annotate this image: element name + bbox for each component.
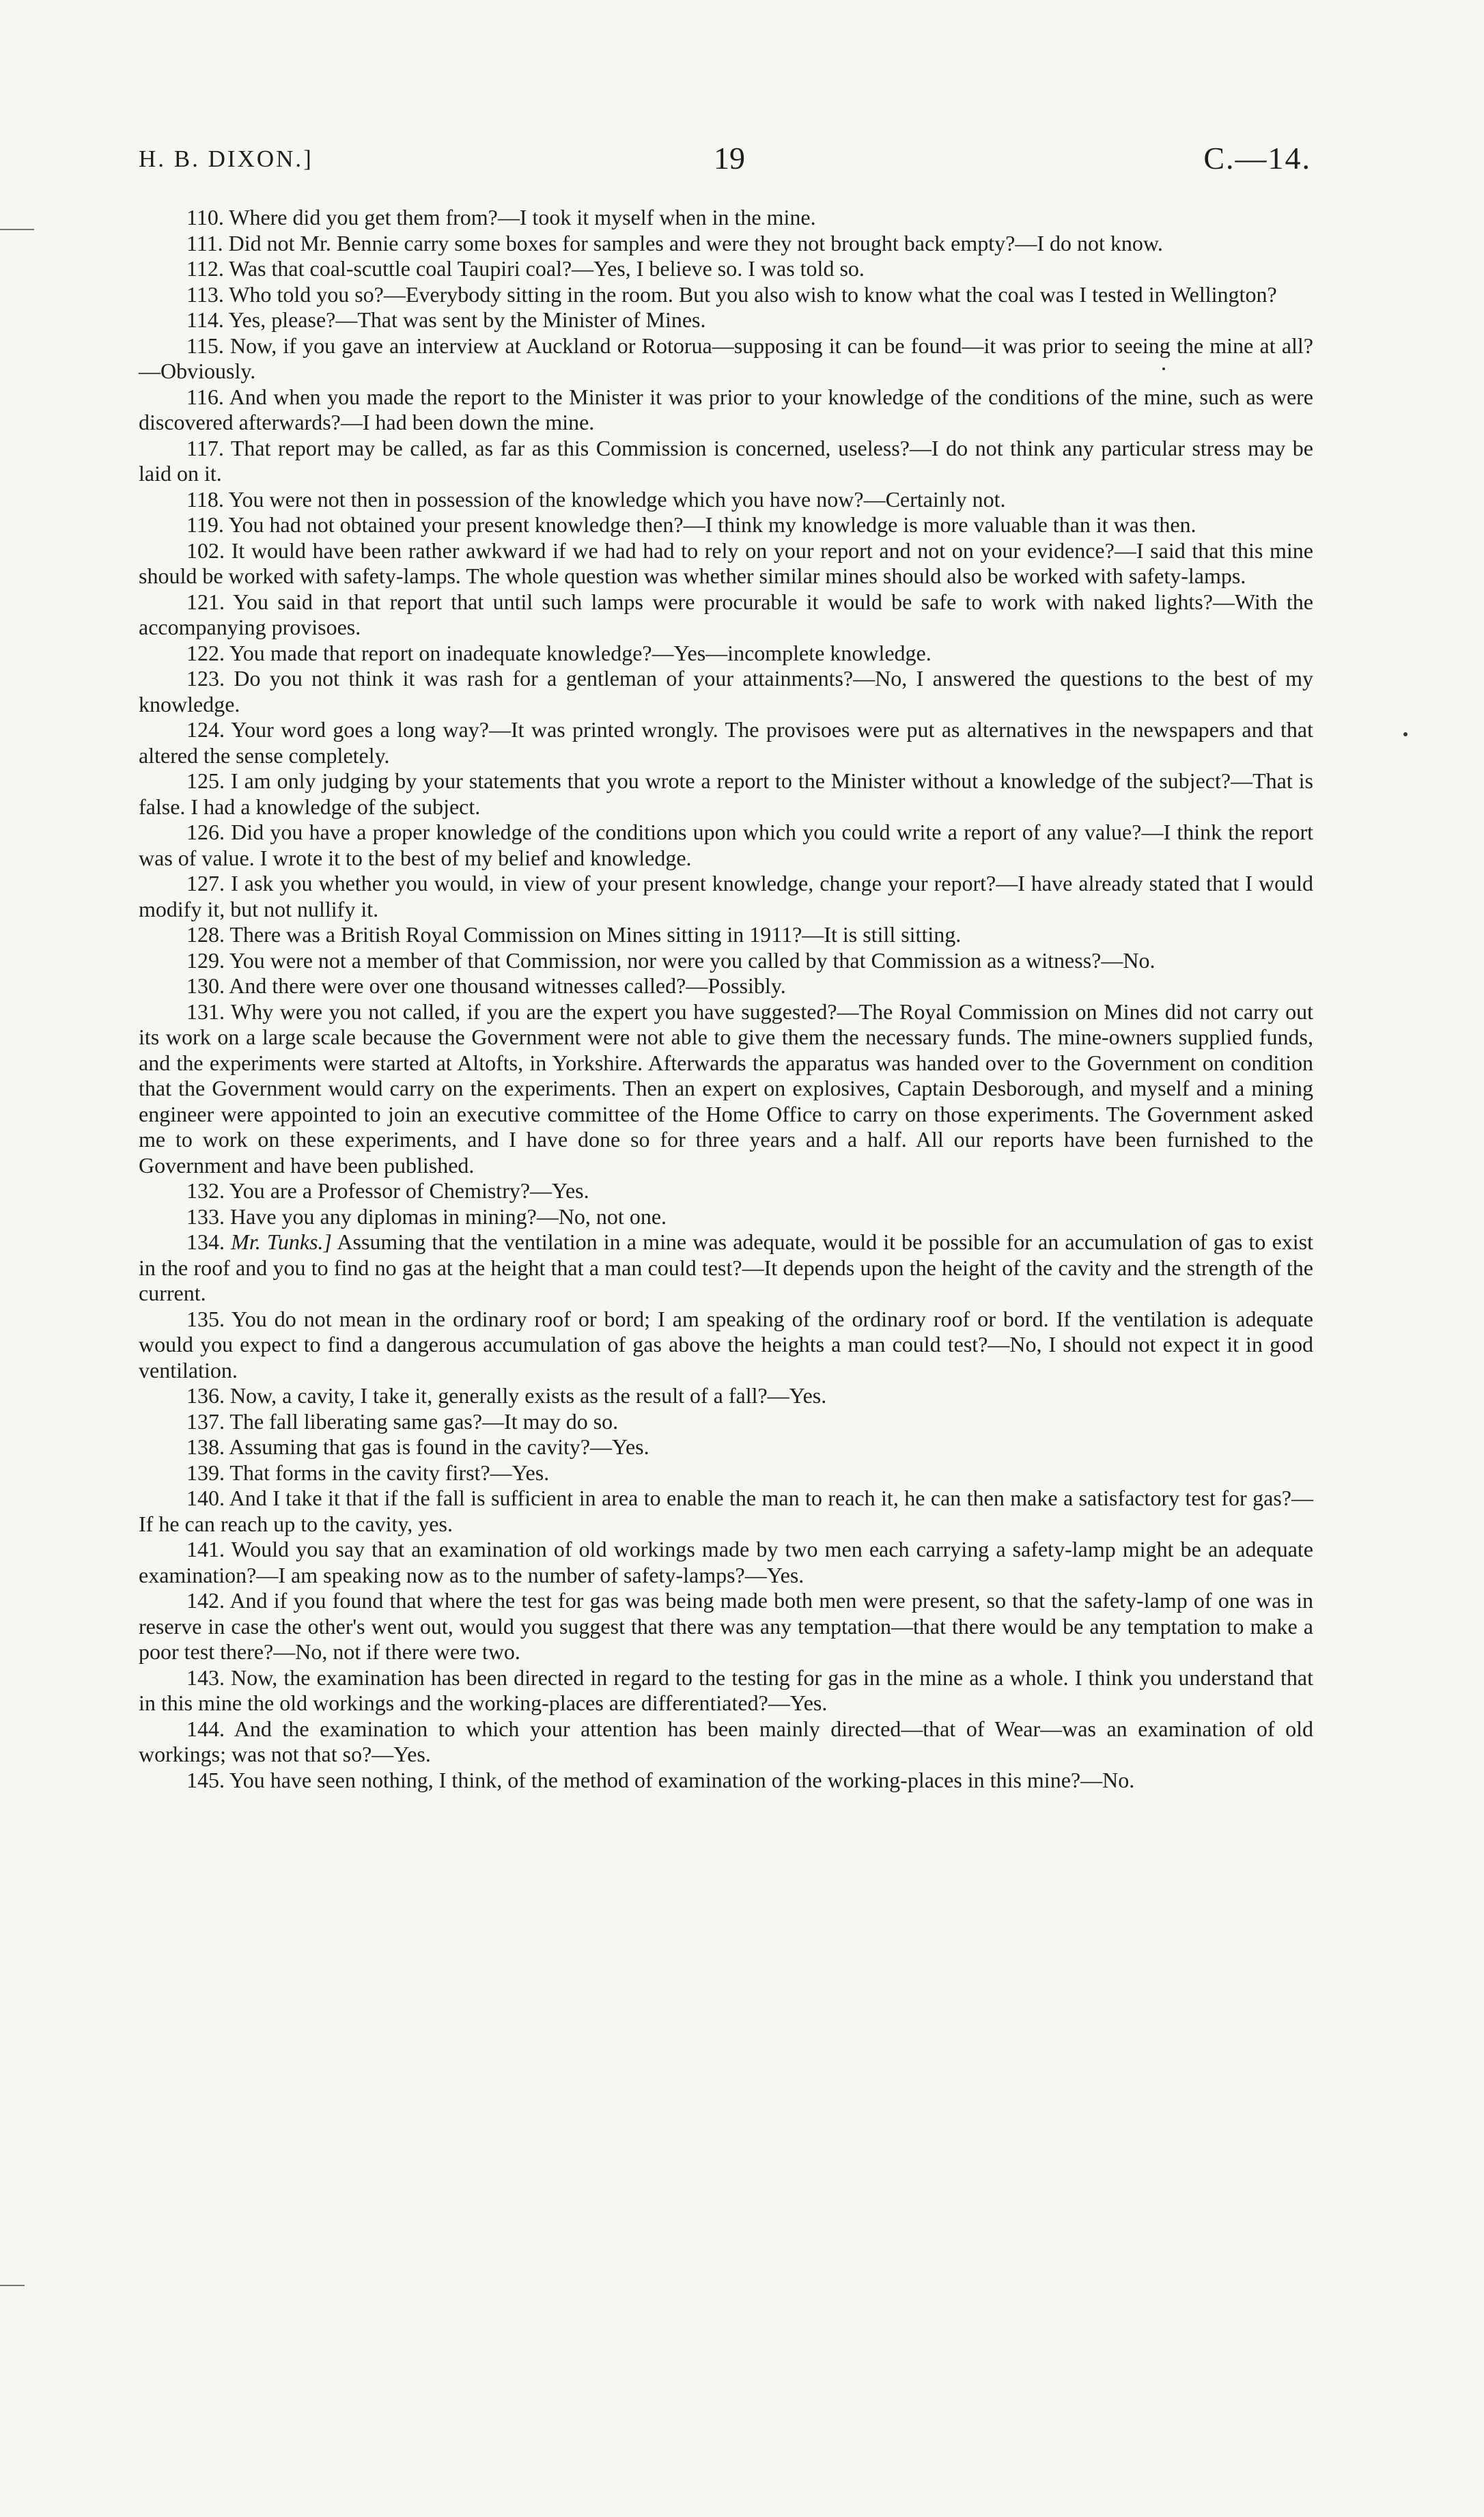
question-entry: 119. You had not obtained your present knowledge then?—I think my knowledge is more valuable than it was then. (186, 512, 1196, 537)
header-author: H. B. DIXON.] (139, 145, 313, 172)
question-entry: 102. It would have been rather awkward if we had had to rely on your report and not on your evidence?—I said that this mine should be worked with safety-lamps. The whole question was whether similar mines should also be worked with safety-lamps. (139, 538, 1314, 588)
question-entry: 140. And I take it that if the fall is sufficient in area to enable the man to reach it, he can then make a satisfactory test for gas?—If he can reach up to the cavity, yes. (139, 1486, 1314, 1536)
question-entry: 124. Your word goes a long way?—It was printed wrongly. The provisoes were put as alternatives in the newspapers and that altered the sense completely. (139, 717, 1314, 768)
question-entry: 142. And if you found that where the test for gas was being made both men were present, so that the safety-lamp of one was in reserve in case the other's went out, would you suggest that there was any temptation—that there would be any temptation to make a poor test there?—No, not if there were two. (139, 1588, 1314, 1664)
question-entry: 130. And there were over one thousand witnesses called?—Possibly. (186, 973, 786, 998)
question-entry: 127. I ask you whether you would, in view of your present knowledge, change your report?—I have already stated that I would modify it, but not nullify it. (139, 871, 1314, 921)
question-entry: 131. Why were you not called, if you are the expert you have suggested?—The Royal Commission on Mines did not carry out its work on a large scale because the Government were not able to give them the necessary funds. The mine-owners supplied funds, and the experiments were started at Altofts, in Yorkshire. Afterwards the apparatus was handed over to the Government on condition that the Government would carry on the experiments. Then an expert on explosives, Captain Desborough, and myself and a mining engineer were appointed to join an executive committee of the Home Office to carry on those experiments. The Government asked me to work on these experiments, and I have done so for three years and a half. All our reports have been furnished to the Government and have been published. (139, 999, 1314, 1178)
question-entry: 143. Now, the examination has been directed in regard to the testing for gas in the mine as a whole. I think you understand that in this mine the old workings and the working-places are differentiated?—Yes. (139, 1665, 1314, 1715)
question-entry: 125. I am only judging by your statements that you wrote a report to the Minister without a knowledge of the subject?—That is false. I had a knowledge of the subject. (139, 768, 1314, 819)
question-entry: 118. You were not then in possession of the knowledge which you have now?—Certainly not. (186, 486, 1006, 512)
question-entry: 132. You are a Professor of Chemistry?—Yes. (186, 1178, 589, 1203)
page-header (0, 140, 1484, 188)
question-entry: 128. There was a British Royal Commission on Mines sitting in 1911?—It is still sitting. (186, 922, 962, 947)
speaker-name: Mr. Tunks.] (231, 1229, 333, 1254)
question-entry: 136. Now, a cavity, I take it, generally exists as the result of a fall?—Yes. (186, 1383, 827, 1408)
question-entry: 122. You made that report on inadequate knowledge?—Yes—incomplete knowledge. (186, 640, 932, 665)
question-entry: 123. Do you not think it was rash for a gentleman of your attainments?—No, I answered the questions to the best of my knowledge. (139, 666, 1314, 717)
question-entry: 141. Would you say that an examination of old workings made by two men each carrying a safety-lamp might be an adequate examination?—I am speaking now as to the number of safety-lamps?—Yes. (139, 1537, 1314, 1587)
margin-mark-left (0, 229, 34, 230)
question-entry: 117. That report may be called, as far as this Commission is concerned, useless?—I do not think any particular stress may be laid on it. (139, 435, 1314, 486)
question-entry: 144. And the examination to which your attention has been mainly directed—that of Wear—was an examination of old workings; was not that so?—Yes. (139, 1716, 1314, 1766)
question-entry: 111. Did not Mr. Bennie carry some boxes for samples and were they not brought back empty?—I do not know. (186, 230, 1163, 255)
question-entry: 113. Who told you so?—Everybody sitting in the room. But you also wish to know what the coal was I tested in Wellington? (186, 281, 1277, 307)
question-entry: 145. You have seen nothing, I think, of the method of examination of the working-places in this mine?—No. (186, 1767, 1135, 1792)
question-entry: 126. Did you have a proper knowledge of the conditions upon which you could write a report of any value?—I think the report was of value. I wrote it to the best of my belief and knowledge. (139, 820, 1314, 870)
question-entry: 112. Was that coal-scuttle coal Taupiri coal?—Yes, I believe so. I was told so. (186, 256, 865, 281)
question-entry: 134. Mr. Tunks.] Assuming that the ventilation in a mine was adequate, would it be possible for an accumulation of gas to exist in the roof and you to find no gas at the height that a man could test?—It depends upon the height of the cavity and the strength of the current. (139, 1229, 1314, 1305)
page-number: 19 (714, 141, 745, 176)
question-entry: 121. You said in that report that until such lamps were procurable it would be safe to work with naked lights?—With the accompanying provisoes. (139, 589, 1314, 639)
question-entry: 135. You do not mean in the ordinary roof or bord; I am speaking of the ordinary roof or bord. If the ventilation is adequate would you expect to find a dangerous accumulation of gas above the heights a man could test?—No, I should not expect it in good ventilation. (139, 1306, 1314, 1382)
question-entry: 133. Have you any diplomas in mining?—No, not one. (186, 1204, 667, 1229)
question-entry: 129. You were not a member of that Commission, nor were you called by that Commission as a witness?—No. (186, 947, 1156, 973)
question-entry: 115. Now, if you gave an interview at Auckland or Rotorua—supposing it can be found—it was prior to seeing the mine at all?—Obviously. (139, 333, 1314, 383)
question-entry: 137. The fall liberating same gas?—It may do so. (186, 1408, 619, 1434)
question-entry: 114. Yes, please?—That was sent by the Minister of Mines. (186, 307, 706, 332)
testimony-text (139, 205, 1313, 1793)
question-entry: 138. Assuming that gas is found in the cavity?—Yes. (186, 1434, 649, 1459)
margin-mark-left-lower (0, 2285, 25, 2286)
question-entry: 110. Where did you get them from?—I took it myself when in the mine. (186, 205, 816, 230)
document-reference: C.—14. (1203, 141, 1311, 176)
question-entry: 139. That forms in the cavity first?—Yes. (186, 1460, 550, 1485)
ink-speck (1403, 732, 1408, 736)
question-entry: 116. And when you made the report to the Minister it was prior to your knowledge of the conditions of the mine, such as were discovered afterwards?—I had been down the mine. (139, 384, 1314, 434)
